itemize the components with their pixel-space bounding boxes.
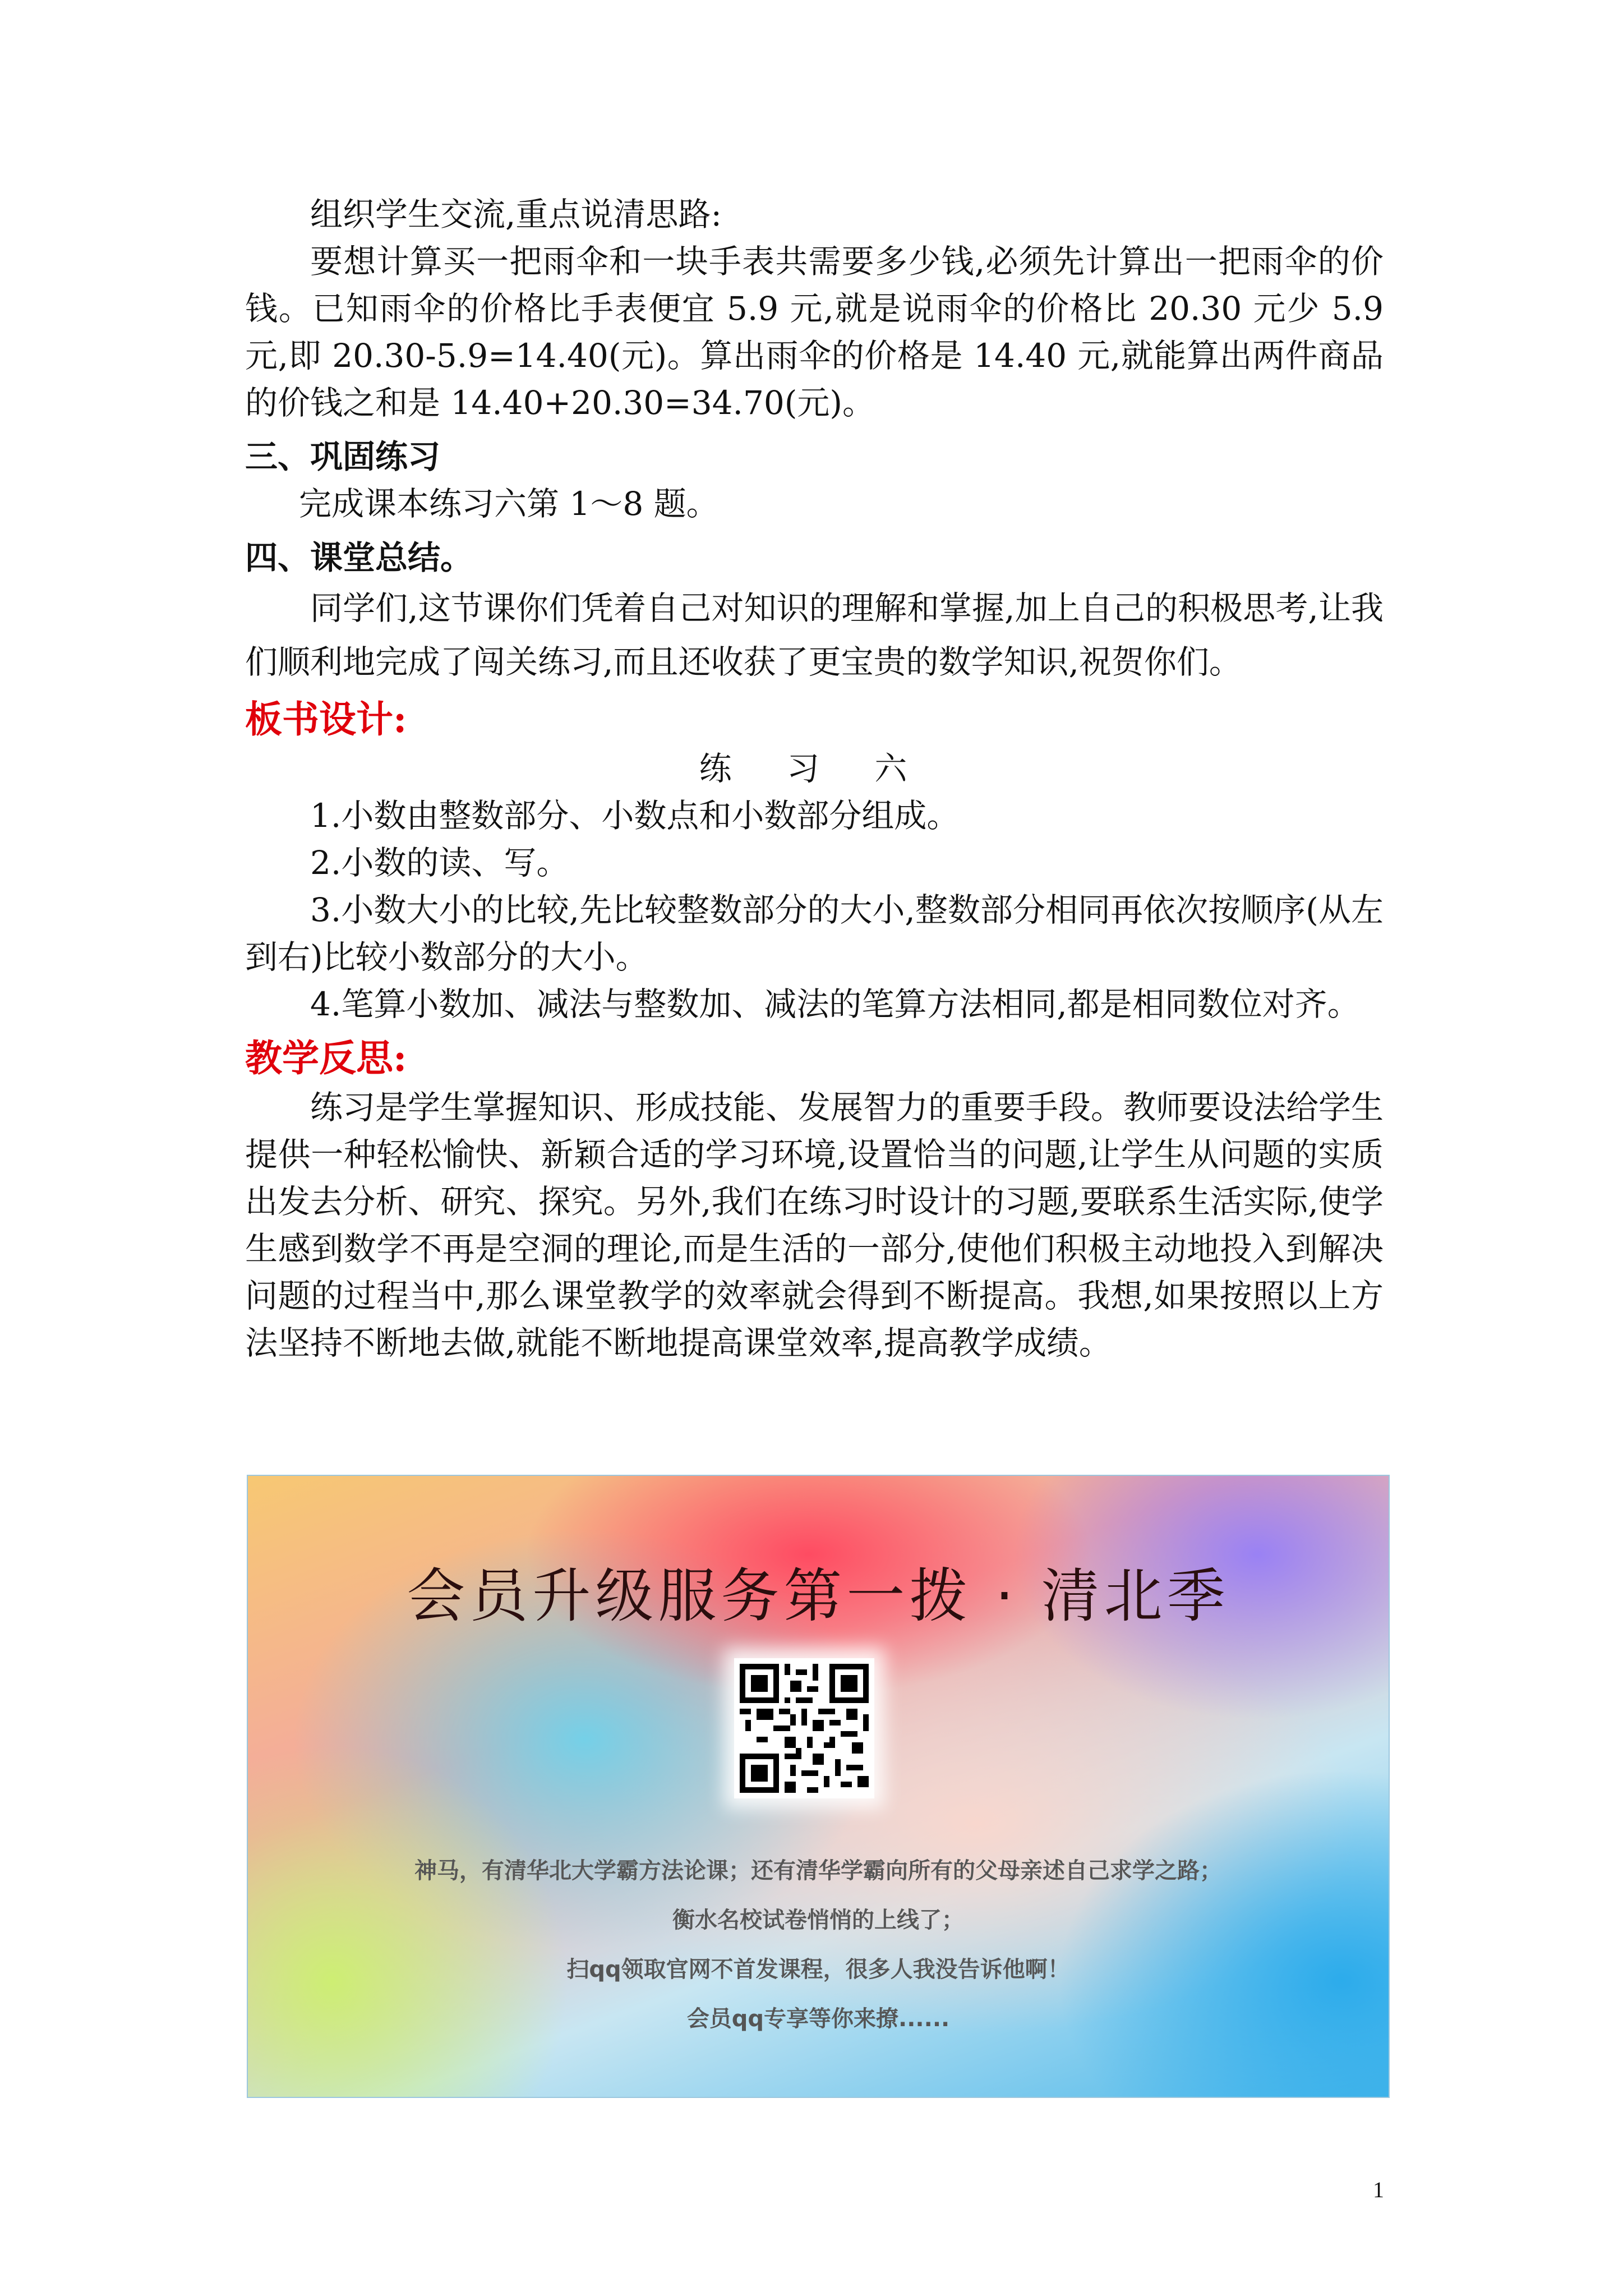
reflection-heading: 教学反思: xyxy=(245,1036,407,1080)
board-design-heading: 板书设计: xyxy=(245,697,407,741)
banner-line: 衡水名校试卷悄悄的上线了； xyxy=(672,1907,964,1933)
board-design-item: 1.小数由整数部分、小数点和小数部分组成。 xyxy=(310,797,960,835)
board-design-item: 4.笔算小数加、减法与整数加、减法的笔算方法相同,都是相同数位对齐。 xyxy=(310,985,1360,1023)
qr-code[interactable] xyxy=(734,1658,874,1798)
banner-title: 会员升级服务第一拨 · 清北季 xyxy=(407,1562,1230,1630)
board-design-item: 3.小数大小的比较,先比较整数部分的大小,整数部分相同再依次按顺序(从左到右)比较小数部分的大小。 xyxy=(245,891,1384,976)
document-body xyxy=(245,191,1384,1366)
section-four-heading: 四、课堂总结。 xyxy=(245,539,473,577)
discussion-paragraph: 要想计算买一把雨伞和一块手表共需要多少钱,必须先计算出一把雨伞的价钱。已知雨伞的价格比手表便宜 5.9 元,就是说雨伞的价格比 20.30 元少 5.9 元,即 20.30-5.9=14.40(元)。算出雨伞的价格是 14.40 元,就能算出两件商品的价钱之和是 14.40+20.30=34.70(元)。 xyxy=(245,242,1384,422)
promo-banner xyxy=(247,1475,1390,2098)
section-four-text: 同学们,这节课你们凭着自己对知识的理解和掌握,加上自己的积极思考,让我们顺利地完成了闯关练习,而且还收获了更宝贵的数学知识,祝贺你们。 xyxy=(245,589,1384,681)
board-design-title: 练 习 六 xyxy=(699,749,930,788)
reflection-text: 练习是学生掌握知识、形成技能、发展智力的重要手段。教师要设法给学生提供一种轻松愉快、新颖合适的学习环境,设置恰当的问题,让学生从问题的实质出发去分析、研究、探究。另外,我们在练习时设计的习题,要联系生活实际,使学生感到数学不再是空洞的理论,而是生活的一部分,使他们积极主动地投入到解决问题的过程当中,那么课堂教学的效率就会得到不断提高。我想,如果按照以上方法坚持不断地去做,就能不断地提高课堂效率,提高教学成绩。 xyxy=(245,1088,1384,1362)
page-number: 1 xyxy=(1373,2177,1384,2202)
section-three-heading: 三、巩固练习 xyxy=(245,438,441,476)
discussion-intro: 组织学生交流,重点说清思路: xyxy=(310,195,722,233)
banner-line: 神马，有清华北大学霸方法论课；还有清华学霸向所有的父母亲述自己求学之路； xyxy=(414,1858,1222,1884)
banner-line: 会员qq专享等你来撩...... xyxy=(686,2006,950,2032)
banner-line: 扫qq领取官网不首发课程，很多人我没告诉他啊！ xyxy=(566,1957,1070,1982)
banner-text-block xyxy=(248,1846,1389,2044)
section-three-text: 完成课本练习六第 1～8 题。 xyxy=(299,485,719,523)
board-design-item: 2.小数的读、写。 xyxy=(310,844,569,882)
